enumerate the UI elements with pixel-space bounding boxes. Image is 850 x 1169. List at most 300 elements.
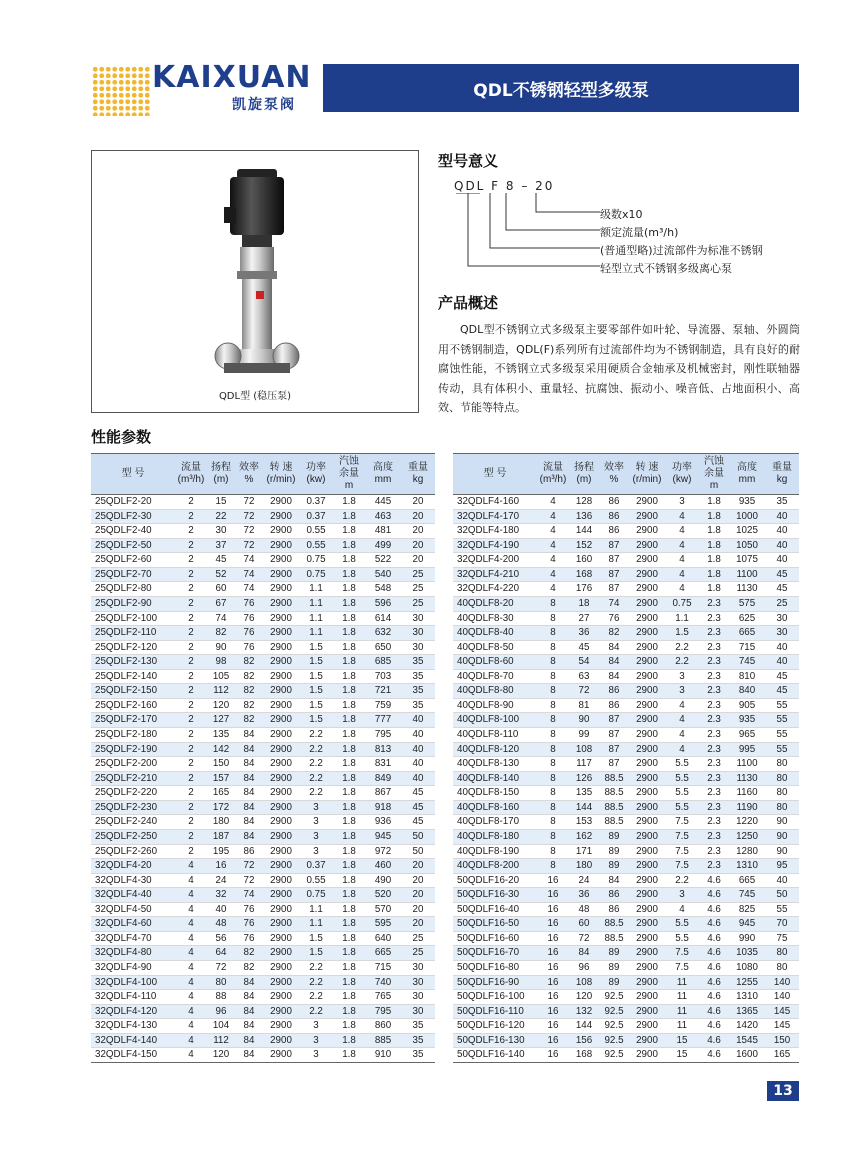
cell-model: 40QDLF8-50	[453, 640, 537, 655]
cell-model: 40QDLF8-20	[453, 596, 537, 611]
cell-efficiency: 86	[599, 698, 629, 713]
cell-power: 2.2	[299, 728, 333, 743]
cell-model: 25QDLF2-180	[91, 728, 175, 743]
cell-head: 98	[207, 655, 235, 670]
cell-weight: 35	[401, 1048, 435, 1063]
cell-flow: 4	[175, 931, 207, 946]
table-row	[91, 786, 435, 801]
cell-weight: 40	[765, 640, 799, 655]
cell-model: 50QDLF16-40	[453, 902, 537, 917]
cell-power: 15	[665, 1048, 699, 1063]
cell-head: 16	[207, 859, 235, 874]
cell-efficiency: 72	[235, 509, 263, 524]
cell-npsh: 1.8	[699, 495, 729, 510]
cell-height: 795	[365, 728, 401, 743]
cell-model: 32QDLF4-40	[91, 888, 175, 903]
cell-weight: 30	[401, 975, 435, 990]
cell-npsh: 1.8	[333, 757, 365, 772]
cell-npsh: 4.6	[699, 975, 729, 990]
cell-weight: 20	[401, 859, 435, 874]
cell-height: 935	[729, 713, 765, 728]
cell-weight: 20	[401, 538, 435, 553]
header-height: 高度 mm	[365, 454, 401, 495]
cell-flow: 8	[537, 829, 569, 844]
cell-power: 3	[665, 684, 699, 699]
performance-title: 性能参数	[91, 428, 152, 446]
cell-height: 614	[365, 611, 401, 626]
cell-head: 112	[207, 684, 235, 699]
cell-speed: 2900	[263, 786, 299, 801]
cell-weight: 25	[401, 931, 435, 946]
cell-npsh: 2.3	[699, 815, 729, 830]
cell-flow: 16	[537, 961, 569, 976]
cell-npsh: 2.3	[699, 771, 729, 786]
cell-height: 1310	[729, 990, 765, 1005]
cell-npsh: 1.8	[699, 524, 729, 539]
cell-head: 144	[569, 800, 599, 815]
cell-height: 965	[729, 728, 765, 743]
cell-npsh: 1.8	[699, 553, 729, 568]
cell-model: 25QDLF2-50	[91, 538, 175, 553]
cell-speed: 2900	[629, 1048, 665, 1063]
cell-height: 840	[729, 684, 765, 699]
table-row	[91, 888, 435, 903]
cell-weight: 50	[401, 829, 435, 844]
cell-model: 32QDLF4-70	[91, 931, 175, 946]
table-row	[453, 990, 799, 1005]
cell-flow: 4	[537, 524, 569, 539]
cell-power: 7.5	[665, 946, 699, 961]
table-row	[91, 626, 435, 641]
cell-weight: 55	[765, 713, 799, 728]
cell-model: 25QDLF2-20	[91, 495, 175, 510]
cell-head: 54	[569, 655, 599, 670]
cell-npsh: 2.3	[699, 800, 729, 815]
cell-flow: 2	[175, 655, 207, 670]
cell-npsh: 1.8	[333, 800, 365, 815]
cell-height: 1050	[729, 538, 765, 553]
cell-height: 721	[365, 684, 401, 699]
table-row	[91, 844, 435, 859]
cell-weight: 75	[765, 931, 799, 946]
cell-height: 520	[365, 888, 401, 903]
cell-head: 45	[569, 640, 599, 655]
cell-flow: 16	[537, 946, 569, 961]
cell-head: 82	[207, 626, 235, 641]
cell-efficiency: 84	[599, 640, 629, 655]
cell-height: 935	[729, 495, 765, 510]
header-head: 扬程 (m)	[207, 454, 235, 495]
cell-npsh: 2.3	[699, 698, 729, 713]
cell-flow: 8	[537, 786, 569, 801]
cell-power: 2.2	[299, 771, 333, 786]
cell-power: 7.5	[665, 859, 699, 874]
cell-flow: 8	[537, 815, 569, 830]
cell-weight: 30	[401, 640, 435, 655]
cell-flow: 2	[175, 509, 207, 524]
cell-model: 25QDLF2-120	[91, 640, 175, 655]
cell-speed: 2900	[263, 698, 299, 713]
cell-efficiency: 87	[599, 728, 629, 743]
table-row	[91, 582, 435, 597]
cell-speed: 2900	[263, 742, 299, 757]
cell-npsh: 2.3	[699, 655, 729, 670]
cell-power: 4	[665, 742, 699, 757]
cell-height: 1420	[729, 1019, 765, 1034]
cell-power: 0.55	[299, 538, 333, 553]
cell-head: 27	[569, 611, 599, 626]
table-row	[453, 1033, 799, 1048]
cell-speed: 2900	[263, 567, 299, 582]
cell-model: 25QDLF2-240	[91, 815, 175, 830]
cell-efficiency: 76	[235, 902, 263, 917]
cell-efficiency: 74	[599, 596, 629, 611]
cell-flow: 8	[537, 669, 569, 684]
cell-efficiency: 86	[599, 495, 629, 510]
cell-weight: 80	[765, 800, 799, 815]
cell-power: 0.75	[299, 553, 333, 568]
cell-model: 25QDLF2-190	[91, 742, 175, 757]
cell-model: 32QDLF4-90	[91, 961, 175, 976]
table-row	[91, 495, 435, 510]
table-row	[453, 684, 799, 699]
cell-model: 25QDLF2-30	[91, 509, 175, 524]
cell-flow: 2	[175, 698, 207, 713]
table-row	[91, 815, 435, 830]
table-header-row	[91, 454, 435, 495]
table-row	[453, 873, 799, 888]
cell-flow: 16	[537, 1033, 569, 1048]
cell-flow: 2	[175, 582, 207, 597]
cell-speed: 2900	[263, 655, 299, 670]
cell-speed: 2900	[629, 931, 665, 946]
cell-height: 867	[365, 786, 401, 801]
cell-head: 84	[569, 946, 599, 961]
cell-speed: 2900	[263, 844, 299, 859]
cell-height: 1080	[729, 961, 765, 976]
cell-power: 2.2	[299, 961, 333, 976]
cell-flow: 8	[537, 626, 569, 641]
cell-npsh: 1.8	[333, 786, 365, 801]
cell-weight: 90	[765, 829, 799, 844]
cell-weight: 20	[401, 553, 435, 568]
cell-model: 40QDLF8-30	[453, 611, 537, 626]
cell-model: 25QDLF2-220	[91, 786, 175, 801]
cell-weight: 80	[765, 946, 799, 961]
cell-height: 595	[365, 917, 401, 932]
cell-npsh: 2.3	[699, 728, 729, 743]
cell-model: 40QDLF8-190	[453, 844, 537, 859]
cell-weight: 70	[765, 917, 799, 932]
cell-weight: 45	[401, 786, 435, 801]
cell-head: 96	[569, 961, 599, 976]
cell-speed: 2900	[629, 611, 665, 626]
cell-height: 665	[729, 626, 765, 641]
table-row	[91, 1033, 435, 1048]
cell-flow: 16	[537, 1019, 569, 1034]
cell-weight: 35	[401, 1019, 435, 1034]
cell-speed: 2900	[629, 669, 665, 684]
cell-npsh: 1.8	[333, 815, 365, 830]
cell-model: 32QDLF4-200	[453, 553, 537, 568]
cell-npsh: 1.8	[333, 990, 365, 1005]
cell-power: 5.5	[665, 931, 699, 946]
cell-model: 32QDLF4-100	[91, 975, 175, 990]
cell-efficiency: 84	[235, 1004, 263, 1019]
pump-image	[92, 151, 418, 412]
cell-speed: 2900	[629, 844, 665, 859]
cell-model: 32QDLF4-150	[91, 1048, 175, 1063]
cell-flow: 8	[537, 844, 569, 859]
cell-head: 32	[207, 888, 235, 903]
model-legend-type: 轻型立式不锈钢多级离心泵	[600, 262, 732, 275]
cell-flow: 2	[175, 829, 207, 844]
cell-height: 813	[365, 742, 401, 757]
cell-efficiency: 84	[235, 728, 263, 743]
cell-height: 759	[365, 698, 401, 713]
cell-head: 90	[207, 640, 235, 655]
cell-npsh: 1.8	[333, 596, 365, 611]
cell-efficiency: 76	[235, 640, 263, 655]
cell-model: 50QDLF16-110	[453, 1004, 537, 1019]
cell-model: 25QDLF2-200	[91, 757, 175, 772]
cell-head: 108	[569, 742, 599, 757]
cell-height: 795	[365, 1004, 401, 1019]
cell-weight: 30	[401, 611, 435, 626]
cell-npsh: 1.8	[333, 524, 365, 539]
table-row	[453, 961, 799, 976]
cell-flow: 2	[175, 742, 207, 757]
cell-power: 4	[665, 713, 699, 728]
cell-power: 4	[665, 538, 699, 553]
header-weight: 重量 kg	[401, 454, 435, 495]
cell-head: 144	[569, 524, 599, 539]
cell-efficiency: 72	[235, 524, 263, 539]
cell-head: 152	[569, 538, 599, 553]
table-row	[453, 888, 799, 903]
cell-speed: 2900	[263, 800, 299, 815]
cell-speed: 2900	[629, 1033, 665, 1048]
cell-weight: 25	[401, 582, 435, 597]
cell-head: 30	[207, 524, 235, 539]
table-row	[453, 669, 799, 684]
cell-speed: 2900	[629, 917, 665, 932]
cell-model: 25QDLF2-250	[91, 829, 175, 844]
cell-efficiency: 89	[599, 961, 629, 976]
cell-flow: 2	[175, 771, 207, 786]
cell-weight: 80	[765, 757, 799, 772]
cell-weight: 25	[401, 567, 435, 582]
cell-power: 1.1	[299, 902, 333, 917]
cell-power: 4	[665, 728, 699, 743]
cell-model: 25QDLF2-100	[91, 611, 175, 626]
header-model: 型 号	[453, 454, 537, 495]
cell-flow: 2	[175, 815, 207, 830]
cell-model: 50QDLF16-120	[453, 1019, 537, 1034]
cell-height: 910	[365, 1048, 401, 1063]
cell-efficiency: 87	[599, 757, 629, 772]
cell-power: 1.1	[299, 596, 333, 611]
cell-efficiency: 72	[235, 495, 263, 510]
cell-weight: 90	[765, 844, 799, 859]
cell-npsh: 4.6	[699, 931, 729, 946]
cell-efficiency: 84	[235, 975, 263, 990]
cell-power: 0.75	[299, 567, 333, 582]
cell-flow: 8	[537, 757, 569, 772]
cell-speed: 2900	[629, 640, 665, 655]
cell-speed: 2900	[629, 742, 665, 757]
cell-head: 18	[569, 596, 599, 611]
cell-speed: 2900	[629, 990, 665, 1005]
cell-npsh: 1.8	[333, 873, 365, 888]
cell-power: 4	[665, 509, 699, 524]
cell-head: 60	[569, 917, 599, 932]
cell-model: 32QDLF4-170	[453, 509, 537, 524]
cell-head: 99	[569, 728, 599, 743]
cell-weight: 30	[765, 611, 799, 626]
cell-npsh: 1.8	[333, 917, 365, 932]
cell-efficiency: 82	[235, 698, 263, 713]
cell-npsh: 1.8	[333, 582, 365, 597]
cell-head: 60	[207, 582, 235, 597]
cell-power: 5.5	[665, 771, 699, 786]
cell-npsh: 4.6	[699, 917, 729, 932]
cell-height: 860	[365, 1019, 401, 1034]
cell-flow: 2	[175, 800, 207, 815]
cell-speed: 2900	[263, 946, 299, 961]
cell-speed: 2900	[629, 713, 665, 728]
table-row	[453, 1004, 799, 1019]
cell-model: 40QDLF8-170	[453, 815, 537, 830]
cell-flow: 4	[175, 990, 207, 1005]
cell-flow: 4	[175, 917, 207, 932]
cell-height: 1130	[729, 582, 765, 597]
cell-speed: 2900	[629, 1004, 665, 1019]
cell-head: 171	[569, 844, 599, 859]
header-speed: 转 速 (r/min)	[629, 454, 665, 495]
table-row	[453, 655, 799, 670]
cell-speed: 2900	[263, 902, 299, 917]
cell-efficiency: 88.5	[599, 800, 629, 815]
cell-head: 126	[569, 771, 599, 786]
cell-efficiency: 82	[235, 961, 263, 976]
header-head: 扬程 (m)	[569, 454, 599, 495]
cell-model: 25QDLF2-150	[91, 684, 175, 699]
table-row	[453, 698, 799, 713]
cell-power: 3	[299, 800, 333, 815]
cell-head: 48	[569, 902, 599, 917]
cell-model: 50QDLF16-50	[453, 917, 537, 932]
cell-model: 32QDLF4-160	[453, 495, 537, 510]
cell-height: 499	[365, 538, 401, 553]
cell-weight: 45	[765, 567, 799, 582]
cell-npsh: 1.8	[333, 931, 365, 946]
cell-model: 40QDLF8-120	[453, 742, 537, 757]
cell-head: 24	[207, 873, 235, 888]
cell-model: 32QDLF4-220	[453, 582, 537, 597]
cell-model: 32QDLF4-30	[91, 873, 175, 888]
table-row	[91, 961, 435, 976]
model-legend-stages: 级数x10	[600, 208, 643, 221]
cell-flow: 16	[537, 975, 569, 990]
cell-weight: 20	[401, 873, 435, 888]
cell-npsh: 1.8	[699, 582, 729, 597]
table-row	[91, 742, 435, 757]
cell-efficiency: 84	[235, 786, 263, 801]
cell-speed: 2900	[629, 684, 665, 699]
cell-speed: 2900	[629, 800, 665, 815]
cell-speed: 2900	[629, 888, 665, 903]
cell-efficiency: 92.5	[599, 1033, 629, 1048]
cell-flow: 16	[537, 902, 569, 917]
cell-npsh: 1.8	[333, 626, 365, 641]
cell-head: 187	[207, 829, 235, 844]
cell-head: 67	[207, 596, 235, 611]
cell-head: 172	[207, 800, 235, 815]
table-row	[453, 611, 799, 626]
table-row	[91, 859, 435, 874]
cell-model: 40QDLF8-40	[453, 626, 537, 641]
cell-height: 1000	[729, 509, 765, 524]
table-row	[91, 902, 435, 917]
cell-efficiency: 74	[235, 567, 263, 582]
cell-head: 24	[569, 873, 599, 888]
cell-efficiency: 86	[599, 902, 629, 917]
header-power: 功率 (kw)	[299, 454, 333, 495]
table-row	[453, 786, 799, 801]
cell-efficiency: 84	[599, 669, 629, 684]
table-row	[91, 873, 435, 888]
cell-efficiency: 76	[235, 596, 263, 611]
table-row	[453, 567, 799, 582]
cell-npsh: 2.3	[699, 844, 729, 859]
cell-weight: 80	[765, 786, 799, 801]
cell-head: 15	[207, 495, 235, 510]
cell-efficiency: 88.5	[599, 771, 629, 786]
cell-speed: 2900	[263, 975, 299, 990]
cell-height: 1600	[729, 1048, 765, 1063]
table-row	[91, 990, 435, 1005]
cell-flow: 16	[537, 1048, 569, 1063]
cell-flow: 8	[537, 640, 569, 655]
cell-flow: 4	[175, 975, 207, 990]
table-row	[91, 698, 435, 713]
cell-flow: 4	[175, 859, 207, 874]
cell-head: 135	[207, 728, 235, 743]
cell-head: 168	[569, 1048, 599, 1063]
cell-model: 40QDLF8-160	[453, 800, 537, 815]
cell-npsh: 4.6	[699, 888, 729, 903]
cell-height: 1310	[729, 859, 765, 874]
table-row	[91, 684, 435, 699]
overview-title: 产品概述	[438, 294, 499, 312]
table-row	[453, 742, 799, 757]
cell-flow: 8	[537, 742, 569, 757]
cell-height: 596	[365, 596, 401, 611]
cell-npsh: 1.8	[333, 611, 365, 626]
cell-height: 665	[365, 946, 401, 961]
cell-height: 1255	[729, 975, 765, 990]
table-row	[453, 757, 799, 772]
cell-head: 156	[569, 1033, 599, 1048]
cell-efficiency: 89	[599, 975, 629, 990]
cell-npsh: 1.8	[333, 1048, 365, 1063]
cell-flow: 4	[175, 888, 207, 903]
cell-speed: 2900	[263, 582, 299, 597]
cell-model: 50QDLF16-100	[453, 990, 537, 1005]
table-row	[453, 829, 799, 844]
cell-speed: 2900	[629, 961, 665, 976]
